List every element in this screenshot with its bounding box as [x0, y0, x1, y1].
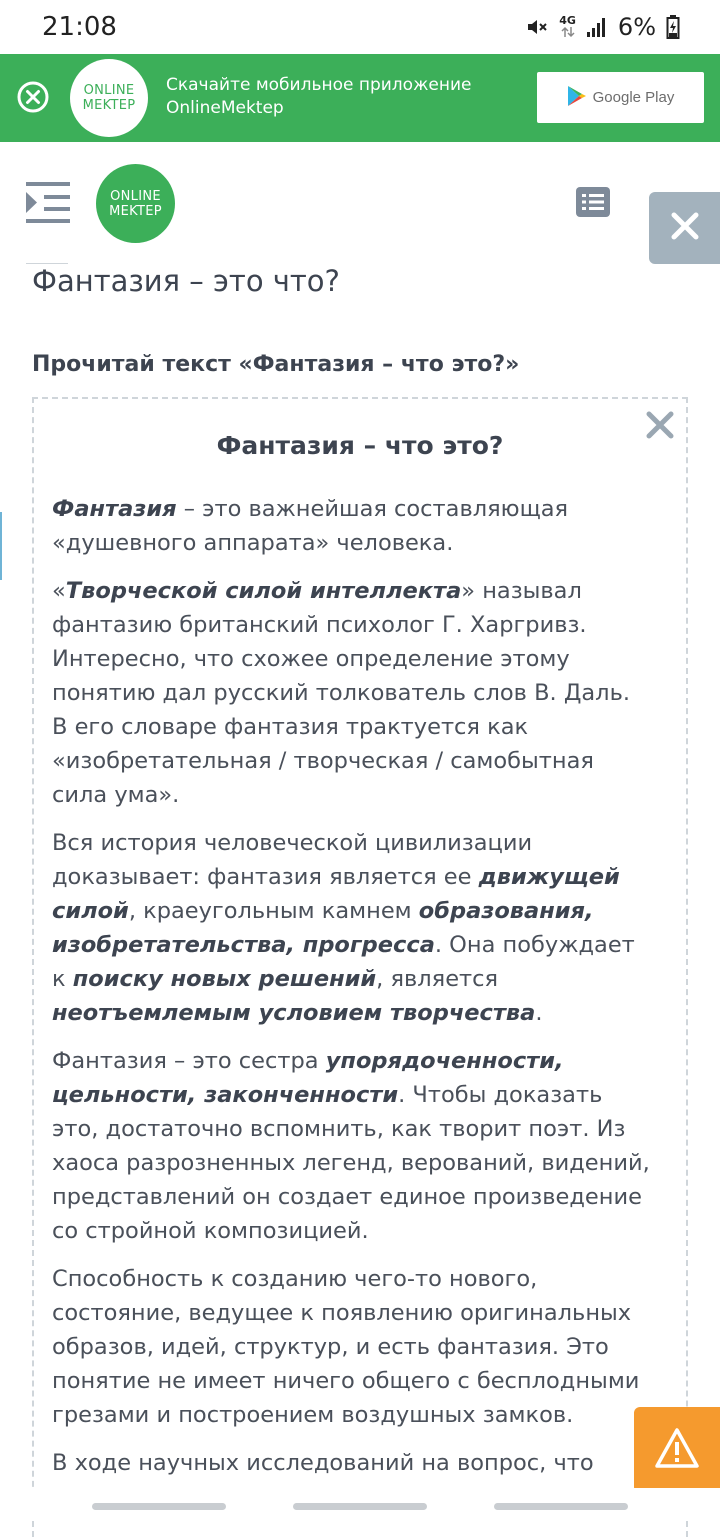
status-bar: [0, 0, 720, 54]
text-run: .: [535, 1000, 543, 1026]
text-run: Фантазия – это сестра: [52, 1048, 326, 1074]
google-play-label: Google Play: [592, 89, 675, 106]
banner-text-line1: Скачайте мобильное приложение: [166, 75, 472, 95]
emphasis: упорядоченности, цельности, законченности: [52, 1048, 564, 1108]
battery-charging-icon: [666, 14, 680, 40]
text-run: «: [52, 578, 66, 604]
gesture-handle[interactable]: [494, 1503, 628, 1510]
site-header: [0, 142, 720, 264]
banner-logo-line2: MEKTEP: [82, 98, 136, 113]
emphasis: образования, изобретательства, прогресса: [52, 898, 594, 958]
section-title: Прочитай текст «Фантазия – что это?»: [32, 352, 520, 377]
menu-indent-icon[interactable]: [26, 180, 72, 224]
banner-text: [166, 74, 471, 120]
paragraph-6: [52, 1446, 652, 1480]
banner-logo: [70, 59, 148, 137]
page-title: Фантазия – это что?: [32, 264, 340, 298]
list-icon[interactable]: [576, 187, 610, 217]
gesture-bar: [0, 1503, 720, 1511]
paragraph-3: [52, 826, 652, 1030]
text-run: Вся история человеческой цивилизации доказывает: фантазия является ее: [52, 830, 533, 890]
text-run: , краеугольным камнем: [128, 898, 419, 924]
card-body: [52, 492, 652, 1494]
data-arrows-icon: [559, 16, 576, 38]
warning-icon: [654, 1427, 700, 1473]
status-time: 21:08: [42, 12, 117, 42]
emphasis: неотъемлемым условием творчества: [52, 1000, 536, 1026]
card-title: Фантазия – что это?: [216, 431, 504, 460]
emphasis: Творческой силой интеллекта: [65, 578, 462, 604]
emphasis: поиску новых решений: [72, 966, 377, 992]
emphasis: Фантазия: [52, 496, 177, 522]
text-run: Способность к созданию чего-то нового, состояние, ведущее к появлению оригинальных образов, идей, структур, и есть фантазия. Это понятие не имеет ничего общего с бесплодными грезами и построением воздушных замков.: [52, 1266, 640, 1428]
gesture-handle[interactable]: [92, 1503, 226, 1510]
text-run: – это важнейшая составляющая «душевного аппарата» человека.: [52, 496, 569, 556]
gesture-handle[interactable]: [293, 1503, 427, 1510]
google-play-icon: [567, 85, 587, 111]
paragraph-5: [52, 1262, 652, 1432]
google-play-button[interactable]: [537, 72, 704, 123]
close-icon: [671, 212, 699, 244]
banner-close-icon[interactable]: [16, 80, 50, 114]
header-logo-line2: MEKTEP: [109, 204, 162, 219]
left-edge-indicator: [0, 512, 2, 580]
network-type: 4G: [559, 14, 576, 27]
header-logo[interactable]: [96, 164, 175, 243]
mute-icon: [525, 15, 549, 39]
header-logo-line1: ONLINE: [110, 189, 161, 204]
text-run: . Она побуждает к: [52, 932, 635, 992]
text-run: » называл фантазию британский психолог Г. Харгривз. Интересно, что схожее определение этому понятию дал русский толкователь слов В. Даль. В его словаре фантазия трактуется как «изобретательная / творческая / самобытная сила ума».: [52, 578, 630, 808]
banner-logo-line1: ONLINE: [83, 83, 135, 98]
close-button[interactable]: [649, 192, 720, 264]
banner-text-line2: OnlineMektep: [166, 98, 284, 118]
signal-icon: [586, 16, 608, 38]
report-button[interactable]: [634, 1407, 720, 1493]
app-download-banner: [0, 54, 720, 142]
status-icons: [525, 12, 680, 42]
text-run: , является: [376, 966, 499, 992]
emphasis: движущей силой: [52, 864, 620, 924]
text-run: . Чтобы доказать это, достаточно вспомнить, как творит поэт. Из хаоса разрозненных легенд, верований, видений, представлений он создает единое произведение со стройной композицией.: [52, 1082, 650, 1244]
paragraph-2: [52, 574, 652, 812]
text-run: В ходе научных исследований на вопрос, что: [52, 1450, 594, 1476]
paragraph-1: [52, 492, 652, 560]
battery-percent: 6%: [617, 13, 656, 41]
reading-card: [32, 397, 688, 1537]
paragraph-4: [52, 1044, 652, 1248]
